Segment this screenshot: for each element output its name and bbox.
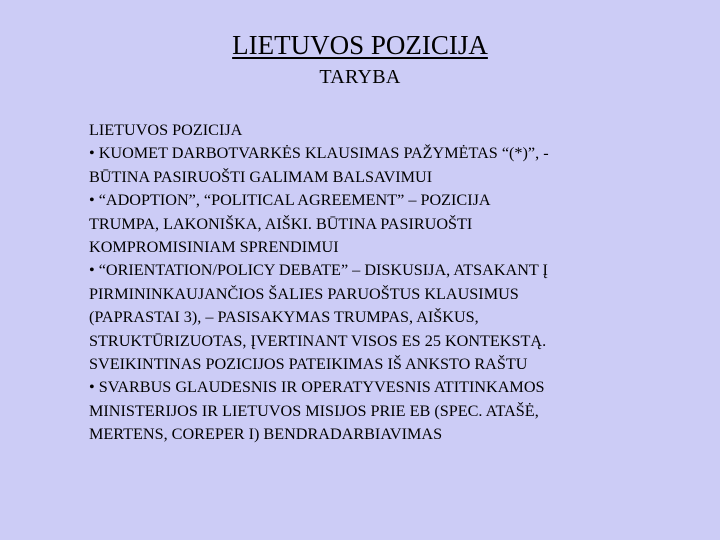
bullet-cooperation: • SVARBUS GLAUDESNIS IR OPERATYVESNIS ATITINKAMOS: [89, 378, 545, 397]
bullet-adoption: • “ADOPTION”, “POLITICAL AGREEMENT” – POZICIJA: [89, 191, 491, 210]
slide-title: LIETUVOS POZICIJA: [232, 30, 488, 60]
bullet-orientation-cont-4: SVEIKINTINAS POZICIJOS PATEIKIMAS IŠ ANKSTO RAŠTU: [89, 355, 528, 374]
bullet-orientation-cont-2: (PAPRASTAI 3), – PASISAKYMAS TRUMPAS, AIŠKUS,: [89, 308, 479, 327]
bullet-cooperation-cont-2: MERTENS, COREPER I) BENDRADARBIAVIMAS: [89, 425, 443, 444]
bullet-orientation-cont-1: PIRMININKAUJANČIOS ŠALIES PARUOŠTUS KLAUSIMUS: [89, 284, 519, 303]
bullet-adoption-cont-1: TRUMPA, LAKONIŠKA, AIŠKI. BŪTINA PASIRUOŠTI: [89, 214, 473, 233]
body-line-heading: LIETUVOS POZICIJA: [89, 121, 243, 139]
bullet-orientation-cont-3: STRUKTŪRIZUOTAS, ĮVERTINANT VISOS ES 25 KONTEKSTĄ.: [89, 331, 547, 350]
bullet-adoption-cont-2: KOMPROMISINIAM SPRENDIMUI: [89, 238, 339, 257]
bullet-orientation-debate: • “ORIENTATION/POLICY DEBATE” – DISKUSIJA, ATSAKANT Į: [89, 261, 548, 280]
bullet-agenda-vote-cont: BŪTINA PASIRUOŠTI GALIMAM BALSAVIMUI: [89, 167, 433, 186]
slide-subtitle: TARYBA: [319, 66, 401, 88]
bullet-cooperation-cont-1: MINISTERIJOS IR LIETUVOS MISIJOS PRIE EB (SPEC. ATAŠĖ,: [89, 401, 539, 420]
bullet-agenda-vote: • KUOMET DARBOTVARKĖS KLAUSIMAS PAŽYMĖTAS “(*)”, -: [89, 144, 549, 163]
slide-body: [89, 119, 709, 447]
